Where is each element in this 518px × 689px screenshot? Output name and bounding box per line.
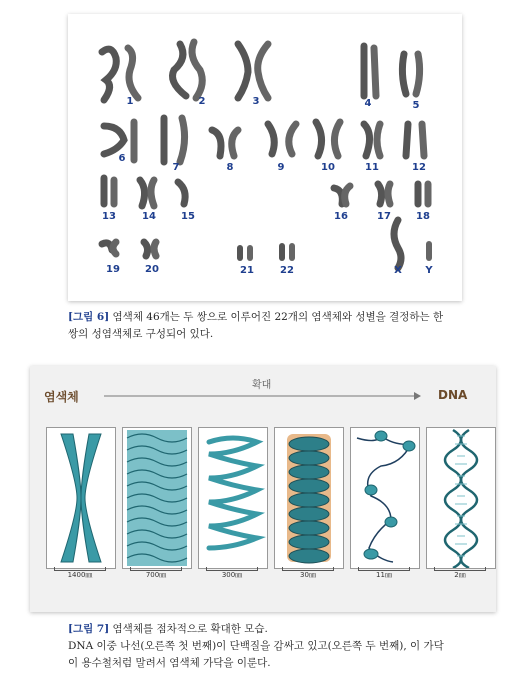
chromosome-label: 염색체 xyxy=(44,390,79,404)
chromosome-label-1: 1 xyxy=(126,96,134,107)
stage-dna-helix xyxy=(426,427,496,569)
figure6-tag: [그림 6] xyxy=(68,311,110,323)
nucleosome-pattern xyxy=(351,428,419,568)
chromosome-label-17: 17 xyxy=(377,211,391,222)
chromosome-label-21: 21 xyxy=(240,265,254,276)
figure6-caption xyxy=(68,309,478,343)
chromosome-label-8: 8 xyxy=(226,162,234,173)
scale-label-1: 1400㎚ xyxy=(46,570,114,580)
chromosome-label-5: 5 xyxy=(412,100,420,111)
figure7-caption xyxy=(68,621,498,672)
stage-solenoid xyxy=(274,427,344,569)
zoom-label: 확대 xyxy=(252,380,272,391)
dna-label: DNA xyxy=(438,388,468,402)
figure6-caption-line1: 염색체 46개는 두 쌍으로 이루어진 22개의 염색체와 성별을 결정하는 한 xyxy=(112,311,444,323)
chromosome-label-14: 14 xyxy=(142,211,156,222)
figure7-caption-line1: 염색체를 점차적으로 확대한 모습. xyxy=(112,623,268,635)
chromosome-label-19: 19 xyxy=(106,264,120,275)
zoom-arrow xyxy=(102,390,422,402)
chromosome-label-22: 22 xyxy=(280,265,294,276)
chromosome-label-16: 16 xyxy=(334,211,348,222)
figure7-tag: [그림 7] xyxy=(68,623,110,635)
scale-label-5: 11㎚ xyxy=(350,570,418,580)
chromosome-label-2: 2 xyxy=(198,96,206,107)
chromosome-label-9: 9 xyxy=(277,162,285,173)
dna-helix xyxy=(427,428,495,568)
stage-condensed-fiber xyxy=(122,427,192,569)
stage-chromosome xyxy=(46,427,116,569)
looped-fiber-pattern xyxy=(199,428,267,568)
scale-label-4: 30㎚ xyxy=(274,570,342,580)
chromosome-label-7: 7 xyxy=(172,162,180,173)
stage-nucleosomes xyxy=(350,427,420,569)
figure7-caption-line2: DNA 이중 나선(오른쪽 첫 번째)이 단백질을 감싸고 있고(오른쪽 두 번째), 이 가닥 xyxy=(68,640,444,652)
chromosome-label-y: Y xyxy=(425,265,433,276)
condensed-fiber-pattern xyxy=(123,428,191,568)
chromosome-label-20: 20 xyxy=(145,264,159,275)
figure7-caption-line3: 이 용수철처럼 말려서 염색체 가닥을 이룬다. xyxy=(68,657,271,669)
chromosome-label-12: 12 xyxy=(412,162,426,173)
solenoid-pattern xyxy=(275,428,343,568)
scale-label-2: 700㎚ xyxy=(122,570,190,580)
chromosome-label-11: 11 xyxy=(365,162,379,173)
scale-label-3: 300㎚ xyxy=(198,570,266,580)
chromosome-label-10: 10 xyxy=(321,162,335,173)
chromosome-label-18: 18 xyxy=(416,211,430,222)
chromosome-label-13: 13 xyxy=(102,211,116,222)
chromosome-label-3: 3 xyxy=(252,96,260,107)
chromosome-label-x: X xyxy=(394,265,402,276)
chromosome-label-6: 6 xyxy=(118,153,126,164)
karyotype-figure xyxy=(68,14,462,301)
stage-looped-fiber xyxy=(198,427,268,569)
chromosome-zoom-figure xyxy=(30,366,496,612)
chromosome-label-4: 4 xyxy=(364,98,372,109)
figure6-caption-line2: 쌍의 성염색체로 구성되어 있다. xyxy=(68,328,214,340)
chromosome-label-15: 15 xyxy=(181,211,195,222)
scale-label-6: 2㎚ xyxy=(426,570,494,580)
chromosome-x-shape xyxy=(47,428,115,568)
